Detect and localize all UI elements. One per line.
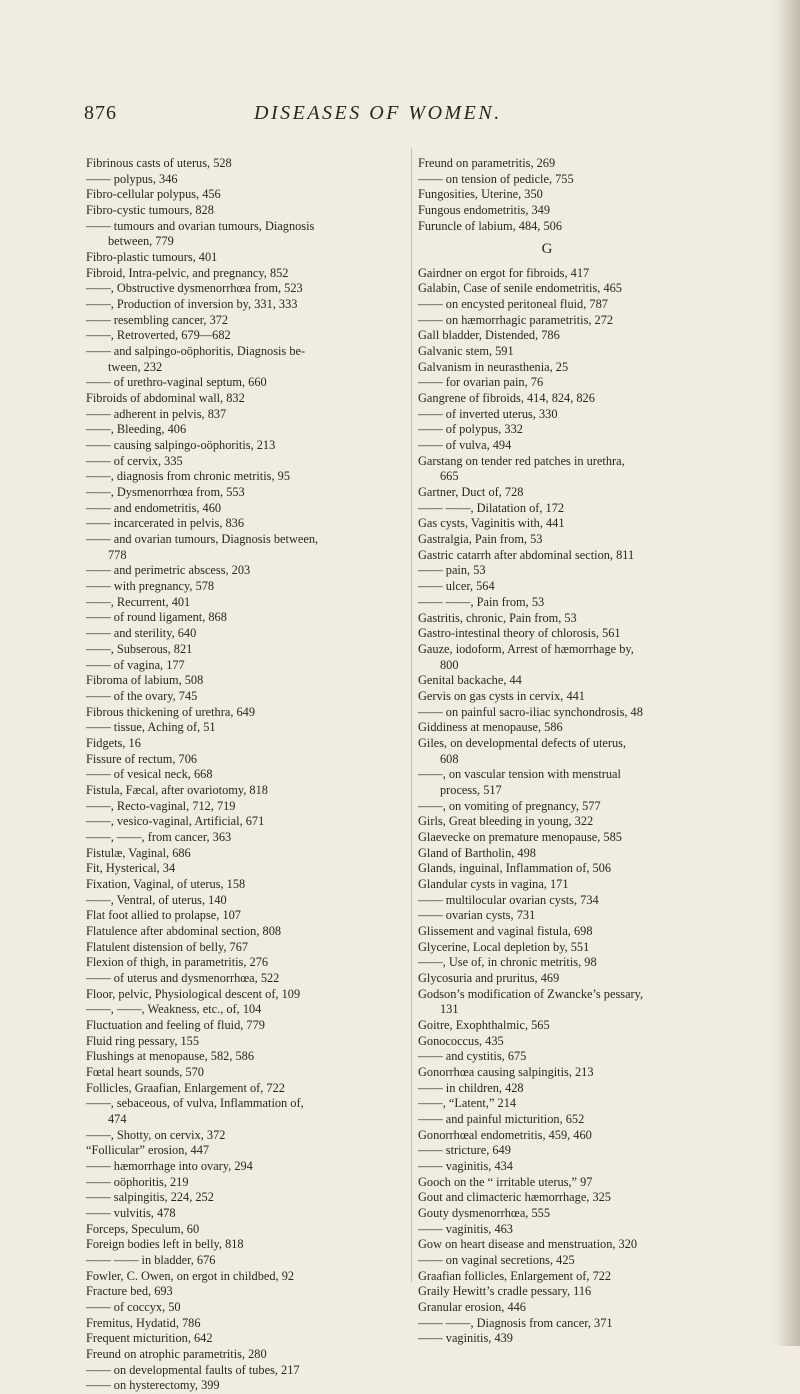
- index-entry: “Follicular” erosion, 447: [86, 1143, 210, 1158]
- index-entry: Giles, on developmental defects of uterus,: [418, 735, 627, 750]
- column-divider: [411, 148, 412, 1282]
- index-entry: Forceps, Speculum, 60: [86, 1221, 200, 1236]
- index-entry: Gastritis, chronic, Pain from, 53: [418, 610, 577, 625]
- index-entry: Fœtal heart sounds, 570: [86, 1064, 204, 1079]
- index-entries-g: [418, 266, 736, 1347]
- index-entry: Gartner, Duct of, 728: [418, 485, 524, 500]
- index-entry: —— ulcer, 564: [418, 579, 495, 594]
- index-entry: ——, Ventral, of uterus, 140: [86, 892, 227, 907]
- index-entry: Fistula, Fæcal, after ovariotomy, 818: [86, 782, 268, 797]
- index-entry: Goitre, Exophthalmic, 565: [418, 1017, 550, 1032]
- index-entry: ——, Obstructive dysmenorrhœa from, 523: [86, 281, 303, 296]
- index-entry: Galvanic stem, 591: [418, 344, 514, 359]
- index-entry: Gland of Bartholin, 498: [418, 845, 536, 860]
- index-entry: —— in children, 428: [418, 1080, 524, 1095]
- index-entry: ——, ——, Weakness, etc., of, 104: [86, 1002, 262, 1017]
- index-entry: ——, on vascular tension with menstrual: [418, 767, 621, 782]
- index-entry: —— resembling cancer, 372: [86, 312, 229, 327]
- index-entry: ——, diagnosis from chronic metritis, 95: [86, 469, 290, 484]
- index-entry: Foreign bodies left in belly, 818: [86, 1237, 244, 1252]
- index-entry: 778: [108, 547, 127, 562]
- index-entry: Fibroma of labium, 508: [86, 673, 204, 688]
- index-entry: Garstang on tender red patches in urethra,: [418, 453, 625, 468]
- index-entry: —— salpingitis, 224, 252: [86, 1190, 214, 1205]
- index-entry: ——, Shotty, on cervix, 372: [86, 1127, 226, 1142]
- index-entry: Gairdner on ergot for fibroids, 417: [418, 265, 590, 280]
- index-entry: —— on vaginal secretions, 425: [418, 1253, 575, 1268]
- index-entry: Gout and climacteric hæmorrhage, 325: [418, 1190, 611, 1205]
- index-entry: Flat foot allied to prolapse, 107: [86, 908, 241, 923]
- index-entry: between, 779: [108, 234, 174, 249]
- index-entry: Gastric catarrh after abdominal section, 811: [418, 547, 635, 562]
- index-entry: Gastro-intestinal theory of chlorosis, 561: [418, 626, 621, 641]
- index-entry: Gouty dysmenorrhœa, 555: [418, 1206, 550, 1221]
- index-entry: Gall bladder, Distended, 786: [418, 328, 560, 343]
- index-entry: Granular erosion, 446: [418, 1300, 526, 1315]
- index-entry: —— and cystitis, 675: [418, 1049, 527, 1064]
- index-entry: —— of vesical neck, 668: [86, 767, 213, 782]
- index-entry: —— of the ovary, 745: [86, 688, 198, 703]
- page-number: 876: [84, 102, 117, 124]
- index-entry: —— pain, 53: [418, 563, 486, 578]
- index-entry: ——, Recto-vaginal, 712, 719: [86, 798, 236, 813]
- index-entry: ——, vesico-vaginal, Artificial, 671: [86, 814, 265, 829]
- index-entry: Furuncle of labium, 484, 506: [418, 218, 562, 233]
- index-entry: Follicles, Graafian, Enlargement of, 722: [86, 1080, 285, 1095]
- index-entry: Fissure of rectum, 706: [86, 751, 198, 766]
- index-entry: —— with pregnancy, 578: [86, 579, 215, 594]
- index-entry: —— ——, Diagnosis from cancer, 371: [418, 1315, 613, 1330]
- index-entry: Glandular cysts in vagina, 171: [418, 876, 569, 891]
- index-entry: Fungous endometritis, 349: [418, 203, 551, 218]
- index-entry: Galvanism in neurasthenia, 25: [418, 359, 569, 374]
- index-entry: —— multilocular ovarian cysts, 734: [418, 892, 599, 907]
- index-entry: Freund on atrophic parametritis, 280: [86, 1347, 267, 1362]
- index-entry: —— of polypus, 332: [418, 422, 523, 437]
- index-entry: Freund on parametritis, 269: [418, 156, 556, 170]
- section-letter-g: G: [541, 241, 553, 258]
- index-entry: Fit, Hysterical, 34: [86, 861, 176, 876]
- index-entry: Galabin, Case of senile endometritis, 465: [418, 281, 622, 296]
- index-entry: Girls, Great bleeding in young, 322: [418, 814, 594, 829]
- index-column-left: [86, 156, 398, 1394]
- index-entry: ——, Dysmenorrhœa from, 553: [86, 485, 245, 500]
- index-entry: Gas cysts, Vaginitis with, 441: [418, 516, 565, 531]
- index-entry: —— and endometritis, 460: [86, 500, 222, 515]
- index-entry: 608: [440, 751, 459, 766]
- index-entry: —— causing salpingo-oöphoritis, 213: [86, 438, 276, 453]
- index-entry: —— for ovarian pain, 76: [418, 375, 544, 390]
- index-entry: Flexion of thigh, in parametritis, 276: [86, 955, 269, 970]
- index-entry: —— of vulva, 494: [418, 438, 512, 453]
- index-entry: ——, “Latent,” 214: [418, 1096, 517, 1111]
- index-entry: Fibrinous casts of uterus, 528: [86, 156, 232, 170]
- index-entry: Gonorrhœal endometritis, 459, 460: [418, 1127, 592, 1142]
- index-entry: Flatulent distension of belly, 767: [86, 939, 249, 954]
- index-entry: Fistulæ, Vaginal, 686: [86, 845, 191, 860]
- index-entry: tween, 232: [108, 359, 163, 374]
- index-entry: —— of coccyx, 50: [86, 1300, 181, 1315]
- index-entry: Graafian follicles, Enlargement of, 722: [418, 1268, 612, 1283]
- index-entry: —— adherent in pelvis, 837: [86, 406, 227, 421]
- index-entry: —— of vagina, 177: [86, 657, 185, 672]
- index-entry: —— tumours and ovarian tumours, Diagnosis: [86, 218, 315, 233]
- index-entry: Flatulence after abdominal section, 808: [86, 923, 282, 938]
- index-entry: ——, Recurrent, 401: [86, 594, 191, 609]
- index-entry: —— ——, Dilatation of, 172: [418, 500, 565, 515]
- page-edge-shadow: [778, 0, 800, 1346]
- index-entry: ——, on vomiting of pregnancy, 577: [418, 798, 601, 813]
- index-entry: —— on encysted peritoneal fluid, 787: [418, 297, 608, 312]
- index-entry: —— and sterility, 640: [86, 626, 197, 641]
- page-header: [84, 102, 724, 132]
- index-entry: Gervis on gas cysts in cervix, 441: [418, 688, 585, 703]
- index-entry: Gauze, iodoform, Arrest of hæmorrhage by,: [418, 641, 634, 656]
- index-entry: Fluctuation and feeling of fluid, 779: [86, 1017, 265, 1032]
- index-entry: Gonococcus, 435: [418, 1033, 504, 1048]
- index-entry: Fluid ring pessary, 155: [86, 1033, 200, 1048]
- index-entry: —— —— in bladder, 676: [86, 1253, 216, 1268]
- index-entry: Fibrous thickening of urethra, 649: [86, 704, 256, 719]
- index-entries-f-continued: [418, 156, 736, 234]
- index-entry: 131: [440, 1002, 459, 1017]
- index-entry: —— on hæmorrhagic parametritis, 272: [418, 312, 614, 327]
- index-entry: 665: [440, 469, 459, 484]
- index-entry: Fibro-cystic tumours, 828: [86, 203, 214, 218]
- index-entry: Gow on heart disease and menstruation, 320: [418, 1237, 638, 1252]
- index-entry: —— vaginitis, 439: [418, 1331, 513, 1346]
- index-entry: —— incarcerated in pelvis, 836: [86, 516, 245, 531]
- index-entry: —— on hysterectomy, 399: [86, 1378, 220, 1393]
- index-entry: ——, Production of inversion by, 331, 333: [86, 297, 298, 312]
- index-entry: ——, Subserous, 821: [86, 641, 193, 656]
- index-entry: Fidgets, 16: [86, 735, 141, 750]
- index-entry: Genital backache, 44: [418, 673, 522, 688]
- index-entry: Graily Hewitt’s cradle pessary, 116: [418, 1284, 592, 1299]
- index-entry: Fremitus, Hydatid, 786: [86, 1315, 201, 1330]
- index-entry: —— vaginitis, 434: [418, 1159, 513, 1174]
- index-entry: —— and painful micturition, 652: [418, 1112, 585, 1126]
- index-entry: —— of inverted uterus, 330: [418, 406, 558, 421]
- index-entry: Gooch on the “ irritable uterus,” 97: [418, 1174, 593, 1189]
- index-entry: ——, Bleeding, 406: [86, 422, 187, 437]
- index-entry: Glands, inguinal, Inflammation of, 506: [418, 861, 612, 876]
- index-entry: —— ——, Pain from, 53: [418, 594, 545, 609]
- index-entry: Fracture bed, 693: [86, 1284, 173, 1299]
- index-entry: Glycerine, Local depletion by, 551: [418, 939, 590, 954]
- index-entry: ——, sebaceous, of vulva, Inflammation of,: [86, 1096, 304, 1111]
- index-entry: ——, Retroverted, 679—682: [86, 328, 231, 343]
- index-entry: Fibro-plastic tumours, 401: [86, 250, 218, 265]
- index-entry: Floor, pelvic, Physiological descent of, 109: [86, 986, 301, 1001]
- index-entry: Fowler, C. Owen, on ergot in childbed, 92: [86, 1268, 295, 1283]
- index-entry: Fixation, Vaginal, of uterus, 158: [86, 876, 246, 891]
- index-entry: 800: [440, 657, 459, 672]
- index-entry: —— oöphoritis, 219: [86, 1174, 189, 1189]
- index-entry: Godson’s modification of Zwancke’s pessary,: [418, 986, 644, 1001]
- index-entry: ——, Use of, in chronic metritis, 98: [418, 955, 597, 970]
- index-entry: Fibro-cellular polypus, 456: [86, 187, 221, 202]
- index-entry: —— of cervix, 335: [86, 453, 183, 468]
- index-entry: Glaevecke on premature menopause, 585: [418, 829, 622, 844]
- index-entry: —— vaginitis, 463: [418, 1221, 513, 1236]
- index-entry: Glycosuria and pruritus, 469: [418, 970, 560, 985]
- index-entry: Fibroids of abdominal wall, 832: [86, 391, 245, 406]
- index-entry: —— on tension of pedicle, 755: [418, 171, 574, 186]
- index-entry: Gangrene of fibroids, 414, 824, 826: [418, 391, 595, 406]
- index-entry: —— of round ligament, 868: [86, 610, 227, 625]
- index-entry: —— polypus, 346: [86, 171, 178, 186]
- index-entry: —— and perimetric abscess, 203: [86, 563, 251, 578]
- index-entry: Frequent micturition, 642: [86, 1331, 213, 1346]
- index-entry: ——, ——, from cancer, 363: [86, 829, 232, 844]
- index-entry: Fungosities, Uterine, 350: [418, 187, 543, 202]
- index-entry: —— vulvitis, 478: [86, 1206, 176, 1221]
- index-entry: 474: [108, 1111, 127, 1126]
- running-title: DISEASES OF WOMEN.: [254, 102, 502, 124]
- index-entry: —— ovarian cysts, 731: [418, 908, 536, 923]
- index-entry: —— stricture, 649: [418, 1143, 511, 1158]
- index-entry: Gonorrhœa causing salpingitis, 213: [418, 1064, 594, 1079]
- index-entry: Gastralgia, Pain from, 53: [418, 532, 543, 547]
- index-entry: Fibroid, Intra-pelvic, and pregnancy, 852: [86, 265, 289, 280]
- index-entry: —— hæmorrhage into ovary, 294: [86, 1159, 253, 1173]
- index-entry: —— and ovarian tumours, Diagnosis between,: [86, 532, 319, 547]
- index-entry: Flushings at menopause, 582, 586: [86, 1049, 255, 1064]
- index-entry: —— on developmental faults of tubes, 217: [86, 1362, 300, 1377]
- index-entry: Glissement and vaginal fistula, 698: [418, 923, 593, 938]
- index-entry: process, 517: [440, 782, 502, 797]
- index-entry: Giddiness at menopause, 586: [418, 720, 563, 735]
- index-entry: —— of urethro-vaginal septum, 660: [86, 375, 267, 390]
- index-entry: —— tissue, Aching of, 51: [86, 720, 216, 735]
- index-entry: —— and salpingo-oöphoritis, Diagnosis be-: [86, 344, 306, 359]
- index-entry: —— of uterus and dysmenorrhœa, 522: [86, 970, 280, 985]
- index-entry: —— on painful sacro-iliac synchondrosis, 48: [418, 704, 643, 719]
- index-column-right: [418, 156, 736, 1347]
